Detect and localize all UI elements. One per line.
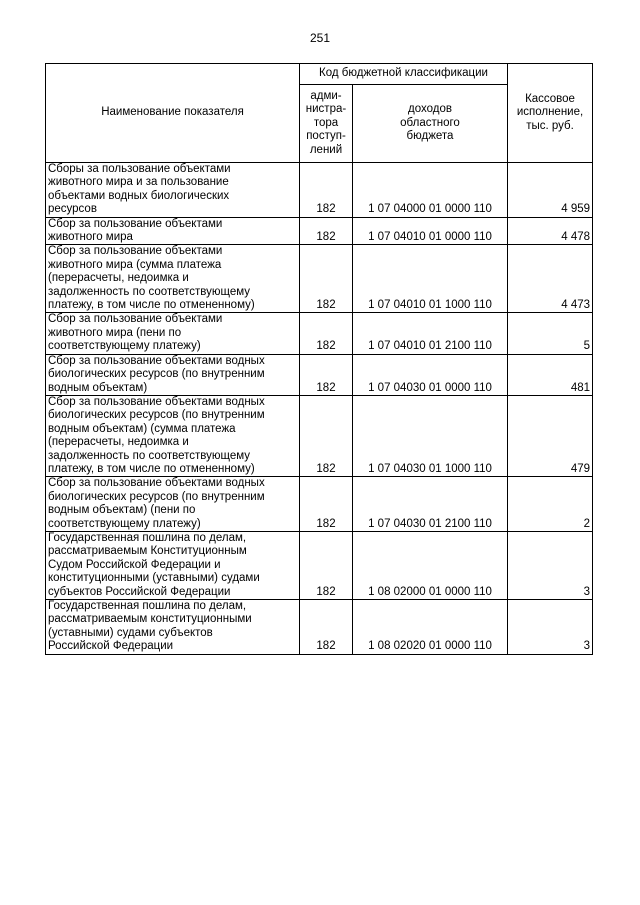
table-row	[46, 600, 593, 655]
header-row-top	[46, 64, 593, 85]
amount-cell: 5	[508, 313, 593, 354]
indicator-name-cell: Сборы за пользование объектами животного мира и за пользование объектами водных биологических ресурсов	[46, 163, 300, 218]
amount-cell: 4 959	[508, 163, 593, 218]
table-row	[46, 395, 593, 476]
admin-code-cell: 182	[300, 477, 353, 532]
header-amount: Кассовое исполнение, тыс. руб.	[508, 64, 593, 163]
indicator-name-cell: Сбор за пользование объектами животного мира (сумма платежа (перерасчеты, недоимка и задолженность по соответствующему платежу, в том числе по отмененному)	[46, 245, 300, 313]
table-body	[46, 163, 593, 655]
amount-cell: 481	[508, 354, 593, 395]
indicator-name-cell: Сбор за пользование объектами водных биологических ресурсов (по внутренним водным объектам)	[46, 354, 300, 395]
admin-code-cell: 182	[300, 354, 353, 395]
income-code-cell: 1 07 04010 01 0000 110	[353, 217, 508, 245]
income-code-cell: 1 07 04030 01 1000 110	[353, 395, 508, 476]
amount-cell: 3	[508, 531, 593, 599]
indicator-name-cell: Сбор за пользование объектами водных биологических ресурсов (по внутренним водным объектам) (пени по соответствующему платежу)	[46, 477, 300, 532]
header-income: доходов областного бюджета	[353, 85, 508, 163]
income-code-cell: 1 07 04010 01 1000 110	[353, 245, 508, 313]
table-row	[46, 354, 593, 395]
budget-table	[45, 63, 593, 655]
admin-code-cell: 182	[300, 163, 353, 218]
table-row	[46, 531, 593, 599]
table-row	[46, 477, 593, 532]
table-row	[46, 163, 593, 218]
indicator-name-cell: Сбор за пользование объектами животного мира	[46, 217, 300, 245]
amount-cell: 2	[508, 477, 593, 532]
header-admin: адми- нистра- тора поступ- лений	[300, 85, 353, 163]
admin-code-cell: 182	[300, 245, 353, 313]
income-code-cell: 1 07 04030 01 0000 110	[353, 354, 508, 395]
income-code-cell: 1 07 04000 01 0000 110	[353, 163, 508, 218]
amount-cell: 4 473	[508, 245, 593, 313]
income-code-cell: 1 07 04030 01 2100 110	[353, 477, 508, 532]
amount-cell: 479	[508, 395, 593, 476]
table-row	[46, 245, 593, 313]
admin-code-cell: 182	[300, 217, 353, 245]
table-row	[46, 217, 593, 245]
indicator-name-cell: Государственная пошлина по делам, рассматриваемым конституционными (уставными) судами субъектов Российской Федерации	[46, 600, 300, 655]
page-number: 251	[309, 31, 331, 45]
amount-cell: 3	[508, 600, 593, 655]
header-code-group: Код бюджетной классификации	[300, 64, 508, 85]
admin-code-cell: 182	[300, 600, 353, 655]
admin-code-cell: 182	[300, 313, 353, 354]
income-code-cell: 1 08 02020 01 0000 110	[353, 600, 508, 655]
header-name: Наименование показателя	[46, 64, 300, 163]
indicator-name-cell: Государственная пошлина по делам, рассматриваемым Конституционным Судом Российской Федерации и конституционными (уставными) судами субъектов Российской Федерации	[46, 531, 300, 599]
indicator-name-cell: Сбор за пользование объектами животного мира (пени по соответствующему платежу)	[46, 313, 300, 354]
amount-cell: 4 478	[508, 217, 593, 245]
income-code-cell: 1 08 02000 01 0000 110	[353, 531, 508, 599]
admin-code-cell: 182	[300, 531, 353, 599]
table-row	[46, 313, 593, 354]
indicator-name-cell: Сбор за пользование объектами водных биологических ресурсов (по внутренним водным объектам) (сумма платежа (перерасчеты, недоимка и задолженность по соответствующему платежу, в том числе по отмененному)	[46, 395, 300, 476]
income-code-cell: 1 07 04010 01 2100 110	[353, 313, 508, 354]
admin-code-cell: 182	[300, 395, 353, 476]
